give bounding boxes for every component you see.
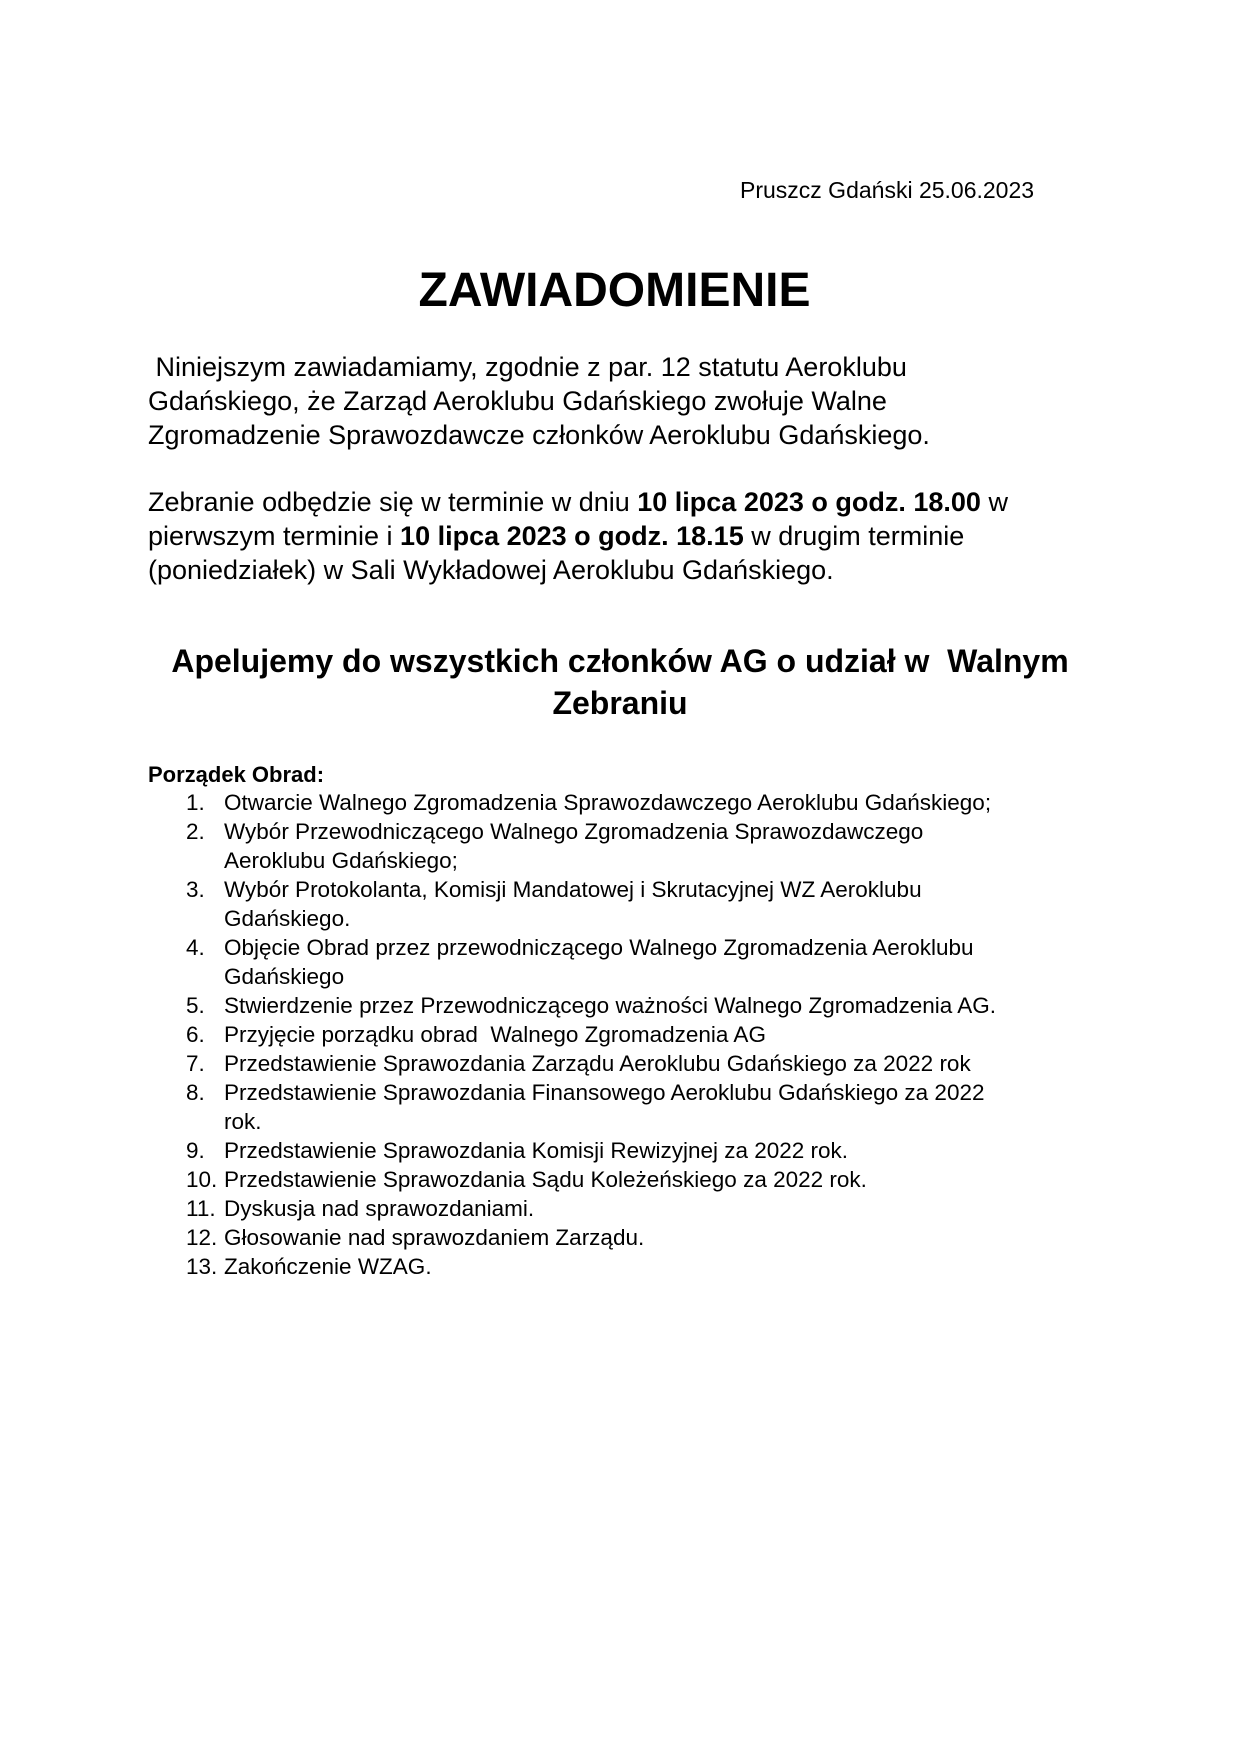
appeal-line: Zebraniu	[552, 685, 688, 721]
agenda-item-number-text: 9.	[186, 1138, 205, 1163]
appeal-heading	[140, 640, 1100, 724]
intro-line: Zgromadzenie Sprawozdawcze członków Aeroklubu Gdańskiego.	[148, 420, 930, 450]
agenda-item-number-text: 8.	[186, 1080, 205, 1105]
appeal-line: Apelujemy do wszystkich członków AG o udział w Walnym	[171, 643, 1069, 679]
agenda-item-text	[224, 1136, 1108, 1165]
agenda-item-text	[224, 875, 1108, 933]
agenda-item-number	[148, 1165, 224, 1194]
intro-line: Niniejszym zawiadamiamy, zgodnie z par. 12 statutu Aeroklubu	[148, 352, 907, 382]
agenda-item-line: Gdańskiego.	[224, 906, 351, 931]
agenda-item-line: Gdańskiego	[224, 964, 345, 989]
agenda-item-line: Wybór Protokolanta, Komisji Mandatowej i Skrutacyjnej WZ Aeroklubu	[224, 877, 922, 902]
agenda-item-line: Przedstawienie Sprawozdania Zarządu Aeroklubu Gdańskiego za 2022 rok	[224, 1051, 971, 1076]
agenda-item-number	[148, 991, 224, 1020]
agenda-item-text	[224, 788, 1108, 817]
agenda-item-text	[224, 1165, 1108, 1194]
agenda-item-number	[148, 1194, 224, 1223]
agenda-heading: Porządek Obrad:	[148, 762, 325, 787]
agenda-item-line: Przedstawienie Sprawozdania Sądu Koleżeńskiego za 2022 rok.	[224, 1167, 867, 1192]
agenda-item-number-text: 5.	[186, 993, 205, 1018]
agenda-item-line: Głosowanie nad sprawozdaniem Zarządu.	[224, 1225, 645, 1250]
agenda-item-line: Zakończenie WZAG.	[224, 1254, 432, 1279]
agenda-item-text	[224, 1078, 1108, 1136]
agenda-item-number-text: 2.	[186, 819, 205, 844]
agenda-item-number	[148, 1252, 224, 1281]
agenda-item-line: Przedstawienie Sprawozdania Komisji Rewizyjnej za 2022 rok.	[224, 1138, 849, 1163]
agenda-item-number	[148, 1223, 224, 1252]
intro-paragraph	[148, 350, 1108, 452]
agenda-item-line: rok.	[224, 1109, 262, 1134]
agenda-item-number	[148, 1020, 224, 1049]
meeting-text: Zebranie odbędzie się w terminie w dniu	[148, 487, 638, 517]
agenda-item-number	[148, 1078, 224, 1107]
agenda-item-text	[224, 1020, 1108, 1049]
agenda-item	[148, 1252, 1108, 1281]
meeting-text: pierwszym terminie i	[148, 521, 401, 551]
meeting-line: (poniedziałek) w Sali Wykładowej Aeroklubu Gdańskiego.	[148, 555, 834, 585]
intro-line: Gdańskiego, że Zarząd Aeroklubu Gdańskiego zwołuje Walne	[148, 386, 887, 416]
agenda-item	[148, 1136, 1108, 1165]
agenda-item-number-text: 7.	[186, 1051, 205, 1076]
agenda-item	[148, 1165, 1108, 1194]
meeting-paragraph	[148, 485, 1108, 587]
agenda-item	[148, 1020, 1108, 1049]
agenda-item-number	[148, 817, 224, 846]
agenda-item-text	[224, 1049, 1108, 1078]
document-title	[0, 262, 1239, 320]
agenda-item-text	[224, 933, 1108, 991]
agenda-item	[148, 1194, 1108, 1223]
agenda-item-text	[224, 1223, 1108, 1252]
agenda-item-number	[148, 1049, 224, 1078]
place-and-date: Pruszcz Gdański 25.06.2023	[740, 177, 1035, 203]
agenda-item	[148, 1223, 1108, 1252]
agenda-item	[148, 788, 1108, 817]
agenda-item-number-text: 13.	[186, 1254, 218, 1279]
agenda-item-number-text: 10.	[186, 1167, 218, 1192]
agenda-item	[148, 1078, 1108, 1136]
agenda-item	[148, 875, 1108, 933]
first-term-date: 10 lipca 2023 o godz. 18.00	[637, 487, 981, 517]
agenda-item-line: Przedstawienie Sprawozdania Finansowego Aeroklubu Gdańskiego za 2022	[224, 1080, 985, 1105]
agenda-item-number-text: 6.	[186, 1022, 205, 1047]
agenda-item-number-text: 12.	[186, 1225, 218, 1250]
agenda-item-number	[148, 1136, 224, 1165]
agenda-item-line: Stwierdzenie przez Przewodniczącego ważności Walnego Zgromadzenia AG.	[224, 993, 997, 1018]
agenda-item-text	[224, 1194, 1108, 1223]
agenda-item	[148, 933, 1108, 991]
agenda-item-number-text: 1.	[186, 790, 205, 815]
agenda-item	[148, 991, 1108, 1020]
agenda-item-number	[148, 788, 224, 817]
agenda-list	[148, 788, 1108, 1281]
agenda-item-number	[148, 933, 224, 962]
meeting-line	[148, 485, 1108, 519]
meeting-line	[148, 519, 1108, 553]
agenda-item	[148, 1049, 1108, 1078]
document-title-text: ZAWIADOMIENIE	[418, 264, 811, 317]
agenda-item-line: Objęcie Obrad przez przewodniczącego Walnego Zgromadzenia Aeroklubu	[224, 935, 974, 960]
agenda-item-number-text: 11.	[186, 1196, 216, 1221]
agenda-item-number	[148, 875, 224, 904]
agenda-item-text	[224, 1252, 1108, 1281]
meeting-text: w drugim terminie	[743, 521, 965, 551]
agenda-item-number-text: 3.	[186, 877, 205, 902]
second-term-date: 10 lipca 2023 o godz. 18.15	[400, 521, 744, 551]
agenda-item-text	[224, 991, 1108, 1020]
agenda-item-number-text: 4.	[186, 935, 205, 960]
agenda-item-line: Aeroklubu Gdańskiego;	[224, 848, 458, 873]
meeting-text: w	[980, 487, 1008, 517]
agenda-item-text	[224, 817, 1108, 875]
agenda-item-line: Dyskusja nad sprawozdaniami.	[224, 1196, 535, 1221]
agenda-item-line: Wybór Przewodniczącego Walnego Zgromadzenia Sprawozdawczego	[224, 819, 924, 844]
agenda-item-line: Przyjęcie porządku obrad Walnego Zgromadzenia AG	[224, 1022, 766, 1047]
agenda-item	[148, 817, 1108, 875]
agenda-item-line: Otwarcie Walnego Zgromadzenia Sprawozdawczego Aeroklubu Gdańskiego;	[224, 790, 992, 815]
